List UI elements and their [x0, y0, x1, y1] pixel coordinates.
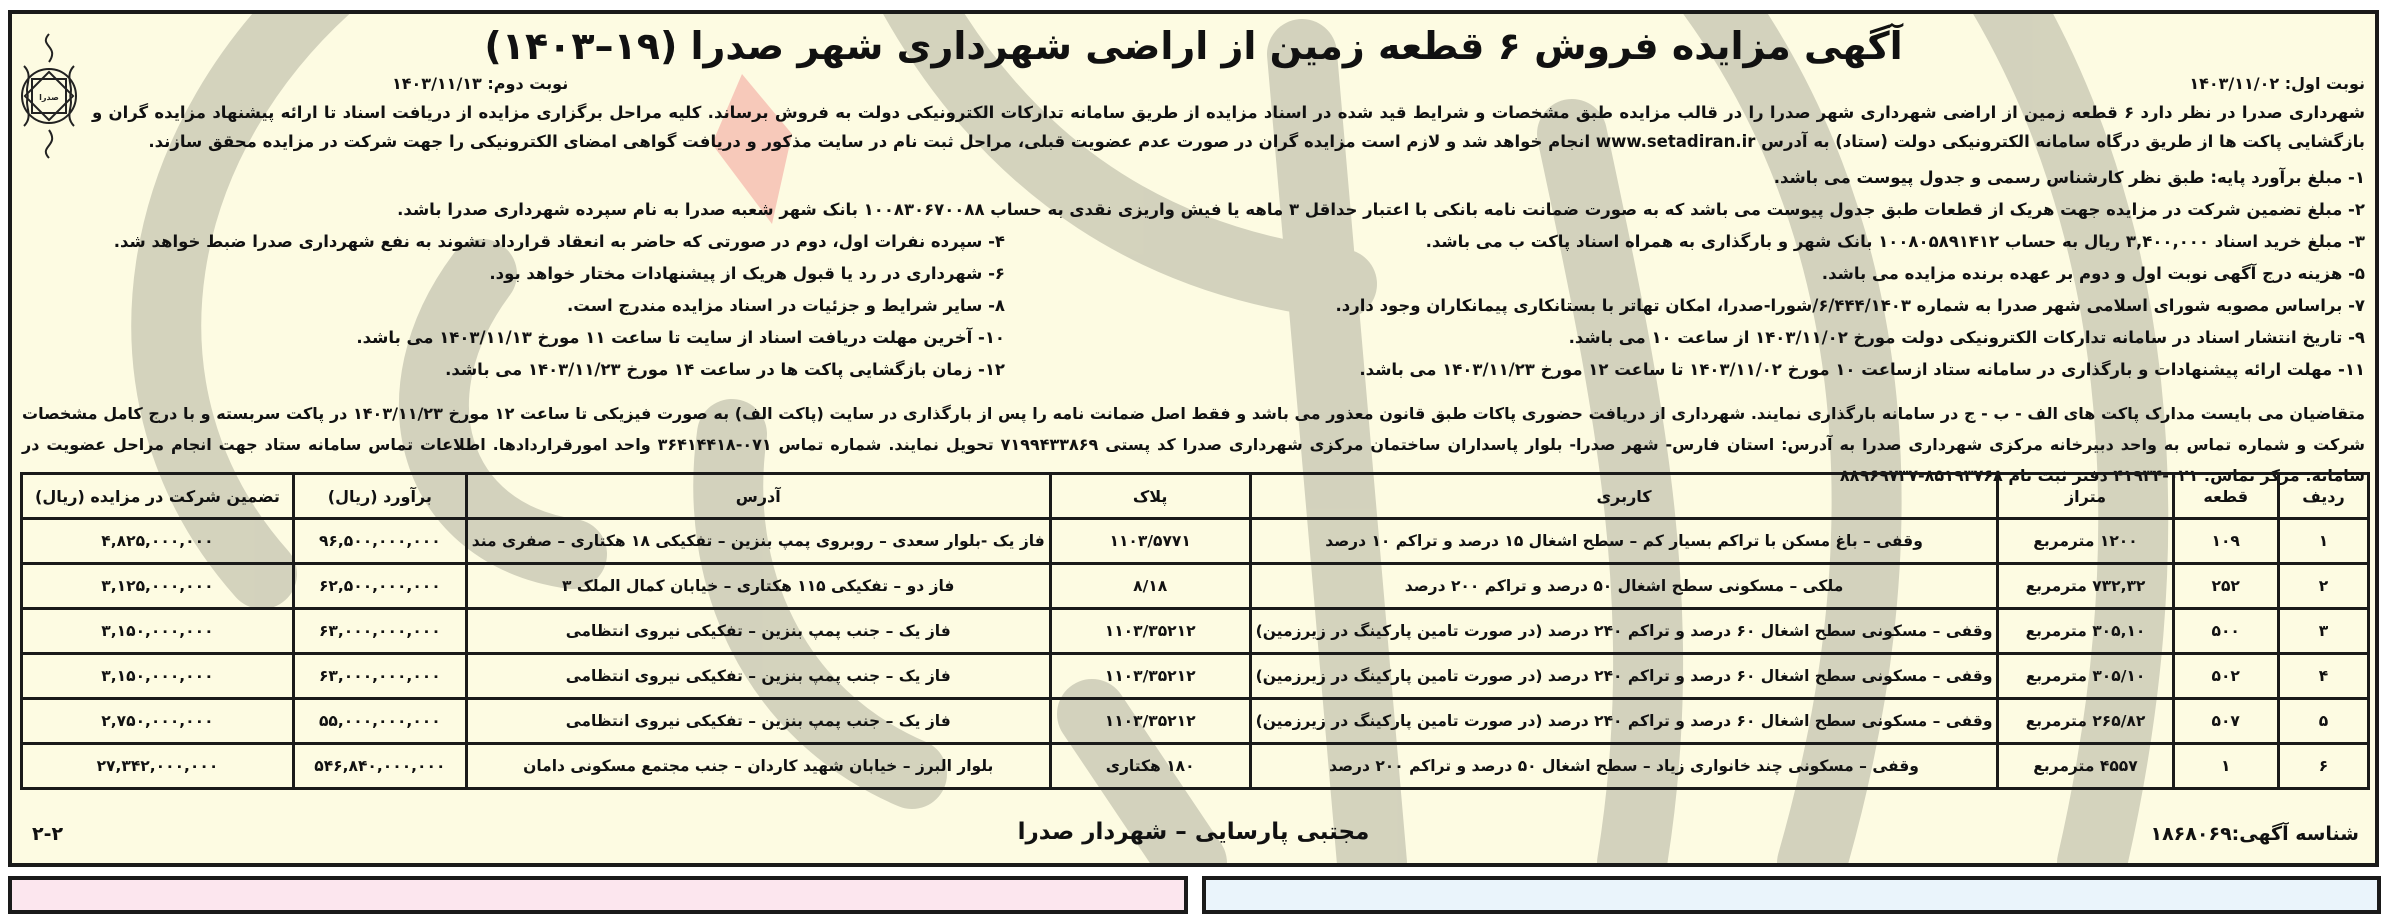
cell-plot: ۱	[2173, 744, 2278, 789]
cell-guarantee: ۳,۱۲۵,۰۰۰,۰۰۰	[22, 564, 294, 609]
cell-area: ۳۰۵,۱۰ مترمربع	[1998, 609, 2173, 654]
condition-item: ۸- سایر شرایط و جزئیات در اسناد مزایده مندرج است.	[567, 296, 1005, 315]
cell-usage: ملکی – مسکونی سطح اشغال ۵۰ درصد و تراکم ۲۰۰ درصد	[1250, 564, 1998, 609]
header-estimate: برآورد (ریال)	[293, 474, 466, 519]
svg-text:صدرا: صدرا	[39, 93, 59, 102]
cell-plak: ۱۱۰۳/۳۵۲۱۲	[1050, 654, 1250, 699]
condition-item: ۶- شهرداری در رد یا قبول هریک از پیشنهادات مختار خواهد بود.	[489, 264, 1005, 283]
condition-item: ۵- هزینه درج آگهی نوبت اول و دوم بر عهده برنده مزایده می باشد.	[1821, 264, 2365, 283]
cell-address: فاز یک – جنب پمپ بنزین – تفکیکی نیروی انتظامی	[466, 699, 1050, 744]
condition-item: ۷- براساس مصوبه شورای اسلامی شهر صدرا به شماره ۶/۴۴۴/۱۴۰۳/شورا-صدرا، امکان تهاتر با بستانکاری پیمانکاران وجود دارد.	[1335, 296, 2365, 315]
conditions-row	[22, 194, 2365, 226]
cell-guarantee: ۳,۱۵۰,۰۰۰,۰۰۰	[22, 609, 294, 654]
condition-item: ۴- سپرده نفرات اول، دوم در صورتی که حاضر به انعقاد قرارداد نشوند به نفع شهرداری صدرا ضبط خواهد شد.	[113, 232, 1005, 251]
second-publication-date: نوبت دوم: ۱۴۰۳/۱۱/۱۳	[392, 74, 569, 93]
table-row	[22, 519, 2369, 564]
header-guarantee: تضمین شرکت در مزایده (ریال)	[22, 474, 294, 519]
condition-item: ۳- مبلغ خرید اسناد ۳,۴۰۰,۰۰۰ ریال به حساب ۱۰۰۸۰۵۸۹۱۴۱۲ بانک شهر و بارگذاری به همراه اسناد پاکت ب می باشد.	[1425, 232, 2365, 251]
cell-usage: وقفی – مسکونی سطح اشغال ۶۰ درصد و تراکم ۲۴۰ درصد (در صورت تامین پارکینگ در زیرزمین)	[1250, 699, 1998, 744]
cell-area: ۴۵۵۷ مترمربع	[1998, 744, 2173, 789]
table-header-row	[22, 474, 2369, 519]
cell-plak: ۱۱۰۳/۳۵۲۱۲	[1050, 699, 1250, 744]
cell-row-number: ۴	[2278, 654, 2368, 699]
condition-item: ۱۲- زمان بازگشایی پاکت ها در ساعت ۱۴ مورخ ۱۴۰۳/۱۱/۲۳ می باشد.	[445, 360, 1005, 379]
cell-address: فاز یک -بلوار سعدی – روبروی پمپ بنزین – تفکیکی ۱۸ هکتاری – صفری مند	[466, 519, 1050, 564]
table-row	[22, 744, 2369, 789]
intro-paragraph: شهرداری صدرا در نظر دارد ۶ قطعه زمین از اراضی شهرداری شهر صدرا را در قالب مزایده طبق مشخصات و شرایط قید شده در اسناد مزایده از طریق سامانه تدارکات الکترونیکی دولت به فروش برساند. کلیه مراحل برگزاری مزایده از دریافت اسناد تا ارائه پیشنهاد مزایده گران و بازگشایی پاکت ها از طریق درگاه سامانه الکترونیکی دولت (ستاد) به آدرس www.setadiran.ir انجام خواهد شد و لازم است مزایده گران در صورت عدم عضویت قبلی، مراحل ثبت نام در سایت مذکور و دریافت گواهی امضای الکترونیکی را جهت شرکت در مزایده محقق سازند.	[92, 103, 2365, 151]
condition-item: ۱۱- مهلت ارائه پیشنهادات و بارگذاری در سامانه ستاد ازساعت ۱۰ مورخ ۱۴۰۳/۱۱/۰۲ تا ساعت ۱۲ مورخ ۱۴۰۳/۱۱/۲۳ می باشد.	[1359, 360, 2365, 379]
cell-guarantee: ۲۷,۳۴۲,۰۰۰,۰۰۰	[22, 744, 294, 789]
cell-plak: ۸/۱۸	[1050, 564, 1250, 609]
conditions-row	[22, 162, 2365, 194]
cell-usage: وقفی – باغ مسکن با تراکم بسیار کم – سطح اشغال ۱۵ درصد و تراکم ۱۰ درصد	[1250, 519, 1998, 564]
page-indicator: ۲-۲	[32, 823, 64, 845]
header-area: متراز	[1998, 474, 2173, 519]
condition-item: ۹- تاریخ انتشار اسناد در سامانه تدارکات الکترونیکی دولت مورخ ۱۴۰۳/۱۱/۰۲ از ساعت ۱۰ می باشد.	[1568, 328, 2365, 347]
header-address: آدرس	[466, 474, 1050, 519]
conditions-row	[22, 290, 2365, 322]
header-usage: کاربری	[1250, 474, 1998, 519]
cell-guarantee: ۴,۸۲۵,۰۰۰,۰۰۰	[22, 519, 294, 564]
cell-guarantee: ۳,۱۵۰,۰۰۰,۰۰۰	[22, 654, 294, 699]
ad-footer	[24, 819, 2363, 855]
cell-area: ۳۰۵/۱۰ مترمربع	[1998, 654, 2173, 699]
ad-title: آگهی مزایده فروش ۶ قطعه زمین از اراضی شهرداری شهر صدرا (۱۹–۱۴۰۳)	[484, 24, 1903, 68]
cell-plot: ۱۰۹	[2173, 519, 2278, 564]
cell-row-number: ۲	[2278, 564, 2368, 609]
table-row	[22, 609, 2369, 654]
cell-estimate: ۵۴۶,۸۴۰,۰۰۰,۰۰۰	[293, 744, 466, 789]
cell-estimate: ۹۶,۵۰۰,۰۰۰,۰۰۰	[293, 519, 466, 564]
plots-table	[20, 472, 2370, 790]
cell-address: فاز یک – جنب پمپ بنزین – تفکیکی نیروی انتظامی	[466, 654, 1050, 699]
cell-estimate: ۶۳,۰۰۰,۰۰۰,۰۰۰	[293, 654, 466, 699]
cell-address: فاز یک – جنب پمپ بنزین – تفکیکی نیروی انتظامی	[466, 609, 1050, 654]
conditions-row	[22, 226, 2365, 258]
cell-area: ۲۶۵/۸۲ مترمربع	[1998, 699, 2173, 744]
cell-row-number: ۵	[2278, 699, 2368, 744]
cell-address: فاز دو – تفکیکی ۱۱۵ هکتاری – خیابان کمال الملک ۳	[466, 564, 1050, 609]
cell-plot: ۵۰۲	[2173, 654, 2278, 699]
ad-id: شناسه آگهی:۱۸۶۸۰۶۹	[2150, 823, 2359, 845]
cell-address: بلوار البرز – خیابان شهید کاردان – جنب مجتمع مسکونی دامان	[466, 744, 1050, 789]
header-plak: پلاک	[1050, 474, 1250, 519]
table-row	[22, 654, 2369, 699]
cell-estimate: ۶۲,۵۰۰,۰۰۰,۰۰۰	[293, 564, 466, 609]
cell-plak: ۱۱۰۳/۵۷۷۱	[1050, 519, 1250, 564]
closing-paragraph: متقاضیان می بایست مدارک پاکت های الف - ب - ج در سامانه بارگذاری نمایند. شهرداری از دریافت حضوری پاکات طبق قانون معذور می باشد و فقط اصل ضمانت نامه را پس از بارگذاری در سایت (پاکت الف) به صورت فیزیکی تا ساعت ۱۲ مورخ ۱۴۰۳/۱۱/۲۳ در پاکت سربسته و با درج کامل مشخصات شرکت و شماره تماس به واحد دبیرخانه مرکزی شهرداری صدرا به آدرس: استان فارس- شهر صدرا- بلوار پاسداران ساختمان مرکزی شهرداری صدرا کد پستی ۷۱۹۹۴۳۳۸۶۹ تحویل نمایند. شماره تماس ۰۷۱-۳۶۴۱۴۴۱۸ واحد امورقراردادها. اطلاعات تماس سامانه ستاد جهت انجام مراحل عضویت در سامانه: مرکز تماس: ۰۲۱-۴۱۹۳۴ دفتر ثبت نام ۸۵۱۹۳۷۶۸-۸۸۹۶۹۷۳۷	[22, 404, 2366, 485]
conditions-row	[22, 354, 2365, 386]
cell-usage: وقفی – مسکونی سطح اشغال ۶۰ درصد و تراکم ۲۴۰ درصد (در صورت تامین پارکینگ در زیرزمین)	[1250, 654, 1998, 699]
mayor-signature: مجتبی پارسایی – شهردار صدرا	[1017, 819, 1370, 845]
cell-plak: ۱۸۰ هکتاری	[1050, 744, 1250, 789]
cell-usage: وقفی – مسکونی سطح اشغال ۶۰ درصد و تراکم ۲۴۰ درصد (در صورت تامین پارکینگ در زیرزمین)	[1250, 609, 1998, 654]
conditions-row	[22, 322, 2365, 354]
cell-area: ۷۳۲,۳۲ مترمربع	[1998, 564, 2173, 609]
first-publication-date: نوبت اول: ۱۴۰۳/۱۱/۰۲	[2189, 74, 2365, 93]
cell-row-number: ۳	[2278, 609, 2368, 654]
cell-plot: ۲۵۲	[2173, 564, 2278, 609]
conditions-row	[22, 258, 2365, 290]
header-row-number: ردیف	[2278, 474, 2368, 519]
cell-plot: ۵۰۰	[2173, 609, 2278, 654]
cell-guarantee: ۲,۷۵۰,۰۰۰,۰۰۰	[22, 699, 294, 744]
next-ad-left	[8, 876, 1188, 914]
cell-plak: ۱۱۰۳/۳۵۲۱۲	[1050, 609, 1250, 654]
cell-row-number: ۶	[2278, 744, 2368, 789]
cell-area: ۱۲۰۰ مترمربع	[1998, 519, 2173, 564]
conditions-list	[22, 162, 2365, 386]
condition-item: ۲- مبلغ تضمین شرکت در مزایده جهت هریک از قطعات طبق جدول پیوست می باشد که به صورت ضمانت نامه بانکی با اعتبار حداقل ۳ ماهه یا فیش واریزی نقدی به حساب ۱۰۰۸۳۰۶۷۰۰۸۸ بانک شهر شعبه صدرا به نام سپرده شهرداری صدرا باشد.	[397, 200, 2365, 219]
condition-item: ۱۰- آخرین مهلت دریافت اسناد از سایت تا ساعت ۱۱ مورخ ۱۴۰۳/۱۱/۱۳ می باشد.	[356, 328, 1005, 347]
cell-usage: وقفی – مسکونی چند خانواری زیاد – سطح اشغال ۵۰ درصد و تراکم ۲۰۰ درصد	[1250, 744, 1998, 789]
header-plot: قطعه	[2173, 474, 2278, 519]
cell-plot: ۵۰۷	[2173, 699, 2278, 744]
auction-advertisement	[8, 10, 2379, 867]
table-row	[22, 699, 2369, 744]
next-ad-right	[1202, 876, 2381, 914]
condition-item: ۱- مبلغ برآورد پایه: طبق نظر کارشناس رسمی و جدول پیوست می باشد.	[1773, 168, 2365, 187]
table-row	[22, 564, 2369, 609]
cell-estimate: ۵۵,۰۰۰,۰۰۰,۰۰۰	[293, 699, 466, 744]
cell-estimate: ۶۳,۰۰۰,۰۰۰,۰۰۰	[293, 609, 466, 654]
cell-row-number: ۱	[2278, 519, 2368, 564]
